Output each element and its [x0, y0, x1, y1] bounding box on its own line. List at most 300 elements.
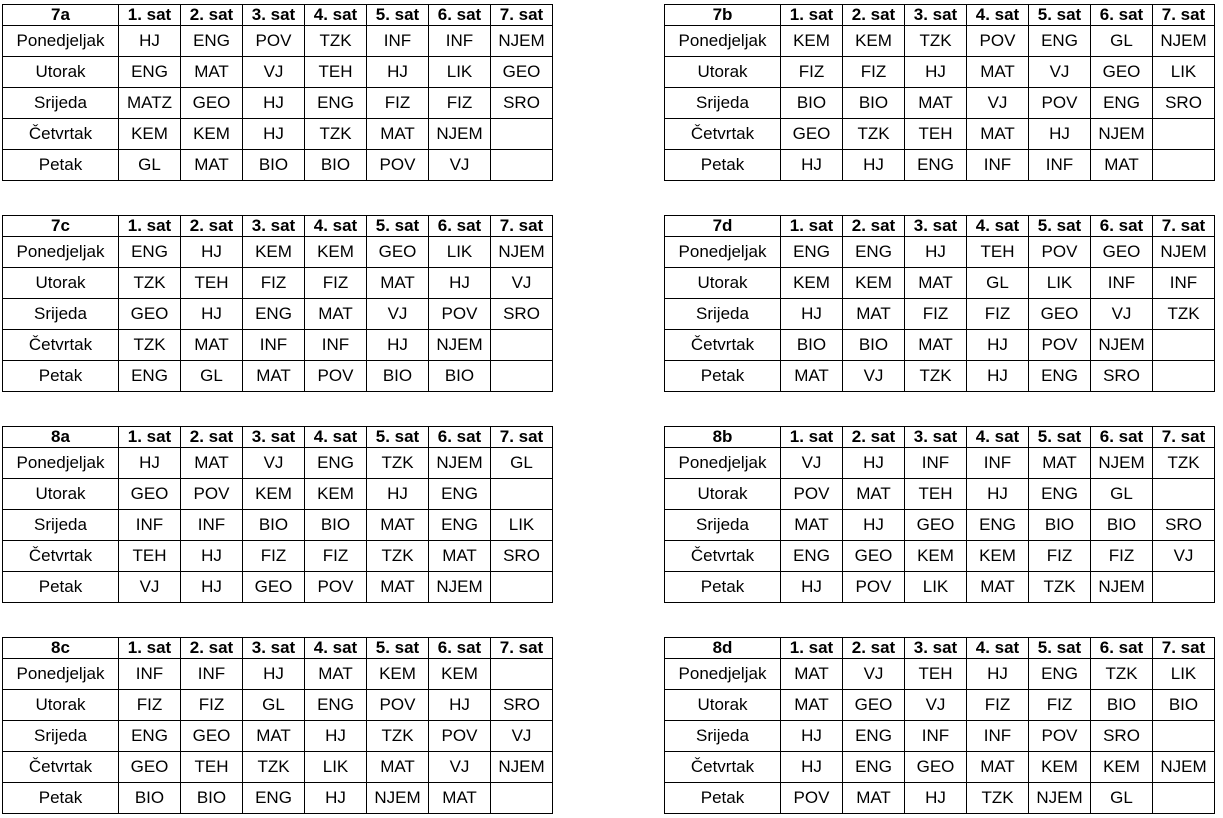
subject-cell: HJ	[243, 88, 305, 119]
table-row	[3, 721, 553, 752]
period-header: 3. sat	[243, 638, 305, 659]
day-label: Petak	[665, 150, 781, 181]
subject-cell: ENG	[843, 721, 905, 752]
subject-cell	[1153, 479, 1215, 510]
subject-cell: NJEM	[367, 783, 429, 814]
subject-cell: HJ	[781, 752, 843, 783]
class-name: 7c	[3, 216, 119, 237]
subject-cell: MAT	[843, 479, 905, 510]
period-header: 2. sat	[843, 427, 905, 448]
subject-cell: VJ	[429, 752, 491, 783]
subject-cell: TZK	[305, 119, 367, 150]
day-label: Ponedjeljak	[665, 237, 781, 268]
table-row	[3, 448, 553, 479]
subject-cell: ENG	[181, 26, 243, 57]
subject-cell: HJ	[305, 783, 367, 814]
timetable-7d	[664, 215, 1215, 392]
table-row	[665, 541, 1215, 572]
subject-cell: GEO	[1091, 57, 1153, 88]
subject-cell: GEO	[119, 479, 181, 510]
day-label: Utorak	[3, 479, 119, 510]
subject-cell: KEM	[181, 119, 243, 150]
subject-cell: HJ	[967, 479, 1029, 510]
subject-cell: ENG	[1029, 26, 1091, 57]
period-header: 6. sat	[429, 5, 491, 26]
timetable-header-row	[3, 5, 553, 26]
subject-cell: SRO	[1091, 721, 1153, 752]
subject-cell: POV	[305, 572, 367, 603]
table-row	[665, 721, 1215, 752]
table-row	[665, 479, 1215, 510]
subject-cell	[1153, 721, 1215, 752]
subject-cell	[491, 330, 553, 361]
subject-cell: FIZ	[967, 299, 1029, 330]
subject-cell: SRO	[1153, 510, 1215, 541]
subject-cell: SRO	[491, 541, 553, 572]
timetable-header-row	[665, 427, 1215, 448]
subject-cell: MAT	[781, 510, 843, 541]
subject-cell: MAT	[367, 268, 429, 299]
subject-cell: INF	[305, 330, 367, 361]
subject-cell: TEH	[181, 268, 243, 299]
table-row	[665, 119, 1215, 150]
table-row	[3, 150, 553, 181]
subject-cell: FIZ	[305, 541, 367, 572]
day-label: Petak	[3, 361, 119, 392]
subject-cell: TEH	[905, 479, 967, 510]
subject-cell: MAT	[181, 448, 243, 479]
subject-cell: FIZ	[119, 690, 181, 721]
subject-cell: MAT	[243, 361, 305, 392]
subject-cell: FIZ	[843, 57, 905, 88]
subject-cell: POV	[367, 150, 429, 181]
subject-cell: INF	[181, 510, 243, 541]
timetable-header-row	[665, 5, 1215, 26]
subject-cell	[1153, 361, 1215, 392]
day-label: Srijeda	[3, 510, 119, 541]
subject-cell: GEO	[181, 88, 243, 119]
table-row	[3, 26, 553, 57]
period-header: 5. sat	[367, 638, 429, 659]
table-row	[665, 690, 1215, 721]
day-label: Četvrtak	[665, 330, 781, 361]
subject-cell: NJEM	[1153, 237, 1215, 268]
period-header: 5. sat	[1029, 5, 1091, 26]
subject-cell: TZK	[1029, 572, 1091, 603]
day-label: Ponedjeljak	[3, 448, 119, 479]
subject-cell: NJEM	[1153, 26, 1215, 57]
subject-cell: TZK	[367, 721, 429, 752]
period-header: 5. sat	[367, 427, 429, 448]
subject-cell: GEO	[491, 57, 553, 88]
subject-cell: MAT	[967, 752, 1029, 783]
table-row	[665, 783, 1215, 814]
subject-cell: TZK	[905, 361, 967, 392]
day-label: Ponedjeljak	[665, 659, 781, 690]
subject-cell: ENG	[905, 150, 967, 181]
subject-cell: KEM	[305, 237, 367, 268]
subject-cell: MAT	[905, 88, 967, 119]
subject-cell: GEO	[119, 752, 181, 783]
subject-cell: GEO	[781, 119, 843, 150]
subject-cell: HJ	[429, 268, 491, 299]
subject-cell: MAT	[367, 510, 429, 541]
subject-cell: MAT	[181, 150, 243, 181]
period-header: 6. sat	[1091, 5, 1153, 26]
subject-cell: MAT	[181, 330, 243, 361]
table-row	[665, 237, 1215, 268]
day-label: Petak	[665, 572, 781, 603]
period-header: 1. sat	[781, 216, 843, 237]
subject-cell: GEO	[843, 541, 905, 572]
subject-cell: ENG	[843, 237, 905, 268]
timetable-7c	[2, 215, 553, 392]
subject-cell: LIK	[429, 57, 491, 88]
subject-cell: HJ	[905, 237, 967, 268]
period-header: 3. sat	[905, 638, 967, 659]
subject-cell: VJ	[243, 448, 305, 479]
subject-cell: GEO	[367, 237, 429, 268]
day-label: Četvrtak	[3, 752, 119, 783]
period-header: 6. sat	[429, 216, 491, 237]
table-row	[3, 237, 553, 268]
subject-cell: TZK	[119, 268, 181, 299]
subject-cell: MAT	[181, 57, 243, 88]
subject-cell: GEO	[905, 510, 967, 541]
subject-cell: GL	[119, 150, 181, 181]
day-label: Četvrtak	[665, 541, 781, 572]
subject-cell: BIO	[1029, 510, 1091, 541]
subject-cell: HJ	[781, 150, 843, 181]
subject-cell: BIO	[181, 783, 243, 814]
table-row	[3, 690, 553, 721]
subject-cell: ENG	[119, 237, 181, 268]
subject-cell: KEM	[967, 541, 1029, 572]
subject-cell: FIZ	[429, 88, 491, 119]
subject-cell: INF	[119, 510, 181, 541]
subject-cell: FIZ	[1029, 541, 1091, 572]
table-row	[665, 268, 1215, 299]
period-header: 6. sat	[429, 427, 491, 448]
subject-cell: POV	[781, 783, 843, 814]
subject-cell: GEO	[243, 572, 305, 603]
period-header: 3. sat	[243, 427, 305, 448]
period-header: 2. sat	[181, 5, 243, 26]
period-header: 3. sat	[243, 216, 305, 237]
subject-cell: TZK	[1091, 659, 1153, 690]
day-label: Petak	[665, 361, 781, 392]
period-header: 4. sat	[967, 638, 1029, 659]
subject-cell: POV	[1029, 237, 1091, 268]
subject-cell: TZK	[305, 26, 367, 57]
period-header: 7. sat	[1153, 5, 1215, 26]
period-header: 3. sat	[243, 5, 305, 26]
subject-cell: HJ	[843, 510, 905, 541]
subject-cell: KEM	[781, 26, 843, 57]
subject-cell: HJ	[781, 572, 843, 603]
subject-cell: KEM	[367, 659, 429, 690]
period-header: 3. sat	[905, 5, 967, 26]
subject-cell: MAT	[843, 783, 905, 814]
subject-cell: LIK	[1153, 57, 1215, 88]
subject-cell: TEH	[967, 237, 1029, 268]
subject-cell: FIZ	[781, 57, 843, 88]
subject-cell: INF	[367, 26, 429, 57]
subject-cell	[1153, 119, 1215, 150]
subject-cell: VJ	[429, 150, 491, 181]
period-header: 2. sat	[843, 638, 905, 659]
subject-cell: HJ	[781, 721, 843, 752]
subject-cell: BIO	[843, 330, 905, 361]
subject-cell: BIO	[781, 88, 843, 119]
period-header: 2. sat	[181, 427, 243, 448]
subject-cell: HJ	[119, 448, 181, 479]
timetable-8a	[2, 426, 553, 603]
subject-cell: LIK	[1153, 659, 1215, 690]
day-label: Ponedjeljak	[3, 26, 119, 57]
table-row	[665, 88, 1215, 119]
subject-cell: TZK	[905, 26, 967, 57]
subject-cell: ENG	[305, 448, 367, 479]
day-label: Petak	[665, 783, 781, 814]
subject-cell: FIZ	[181, 690, 243, 721]
subject-cell: BIO	[243, 510, 305, 541]
subject-cell: POV	[429, 721, 491, 752]
subject-cell: TEH	[119, 541, 181, 572]
subject-cell: HJ	[781, 299, 843, 330]
day-label: Srijeda	[665, 88, 781, 119]
subject-cell: NJEM	[429, 330, 491, 361]
subject-cell: KEM	[243, 237, 305, 268]
period-header: 2. sat	[843, 5, 905, 26]
subject-cell: MAT	[843, 299, 905, 330]
table-row	[665, 448, 1215, 479]
subject-cell: VJ	[243, 57, 305, 88]
subject-cell: INF	[1091, 268, 1153, 299]
subject-cell: ENG	[429, 510, 491, 541]
day-label: Petak	[3, 150, 119, 181]
period-header: 4. sat	[967, 427, 1029, 448]
day-label: Utorak	[665, 690, 781, 721]
subject-cell: INF	[429, 26, 491, 57]
subject-cell: ENG	[243, 783, 305, 814]
period-header: 3. sat	[905, 427, 967, 448]
subject-cell: MAT	[429, 783, 491, 814]
subject-cell: HJ	[243, 119, 305, 150]
subject-cell: POV	[1029, 88, 1091, 119]
period-header: 4. sat	[305, 638, 367, 659]
table-row	[3, 572, 553, 603]
timetable-header-row	[3, 216, 553, 237]
subject-cell: ENG	[781, 237, 843, 268]
day-label: Srijeda	[665, 721, 781, 752]
period-header: 1. sat	[781, 5, 843, 26]
class-name: 7a	[3, 5, 119, 26]
table-row	[665, 330, 1215, 361]
subject-cell: MAT	[429, 541, 491, 572]
period-header: 6. sat	[1091, 216, 1153, 237]
subject-cell: HJ	[843, 448, 905, 479]
subject-cell: BIO	[367, 361, 429, 392]
subject-cell: HJ	[905, 57, 967, 88]
period-header: 4. sat	[305, 427, 367, 448]
subject-cell: HJ	[967, 330, 1029, 361]
subject-cell: KEM	[905, 541, 967, 572]
timetable-8b	[664, 426, 1215, 603]
day-label: Utorak	[665, 268, 781, 299]
subject-cell	[1153, 572, 1215, 603]
subject-cell: TEH	[181, 752, 243, 783]
subject-cell: VJ	[781, 448, 843, 479]
period-header: 7. sat	[491, 427, 553, 448]
subject-cell: HJ	[843, 150, 905, 181]
period-header: 5. sat	[1029, 427, 1091, 448]
timetable-header-row	[3, 427, 553, 448]
subject-cell: ENG	[119, 57, 181, 88]
table-row	[665, 299, 1215, 330]
subject-cell: MAT	[967, 119, 1029, 150]
subject-cell: NJEM	[1091, 448, 1153, 479]
period-header: 7. sat	[1153, 638, 1215, 659]
table-row	[3, 330, 553, 361]
subject-cell: VJ	[843, 659, 905, 690]
subject-cell: HJ	[243, 659, 305, 690]
day-label: Ponedjeljak	[665, 26, 781, 57]
subject-cell: INF	[967, 448, 1029, 479]
period-header: 4. sat	[967, 216, 1029, 237]
subject-cell	[491, 783, 553, 814]
timetable-header-row	[3, 638, 553, 659]
subject-cell: HJ	[367, 57, 429, 88]
period-header: 4. sat	[305, 5, 367, 26]
subject-cell	[491, 119, 553, 150]
subject-cell: POV	[1029, 330, 1091, 361]
day-label: Ponedjeljak	[3, 237, 119, 268]
subject-cell: ENG	[843, 752, 905, 783]
subject-cell: HJ	[367, 330, 429, 361]
subject-cell: HJ	[181, 299, 243, 330]
subject-cell: MAT	[781, 690, 843, 721]
subject-cell: MATZ	[119, 88, 181, 119]
day-label: Četvrtak	[665, 119, 781, 150]
table-row	[665, 510, 1215, 541]
day-label: Četvrtak	[3, 541, 119, 572]
subject-cell: NJEM	[429, 119, 491, 150]
period-header: 1. sat	[781, 427, 843, 448]
subject-cell: VJ	[367, 299, 429, 330]
subject-cell: GEO	[905, 752, 967, 783]
subject-cell: GL	[243, 690, 305, 721]
day-label: Petak	[3, 783, 119, 814]
period-header: 5. sat	[1029, 216, 1091, 237]
subject-cell: NJEM	[491, 752, 553, 783]
table-row	[665, 150, 1215, 181]
period-header: 1. sat	[119, 216, 181, 237]
subject-cell	[1153, 330, 1215, 361]
subject-cell: SRO	[1153, 88, 1215, 119]
period-header: 4. sat	[305, 216, 367, 237]
table-row	[3, 88, 553, 119]
subject-cell: POV	[243, 26, 305, 57]
subject-cell: LIK	[305, 752, 367, 783]
subject-cell: MAT	[967, 57, 1029, 88]
timetable-7b	[664, 4, 1215, 181]
subject-cell: MAT	[905, 268, 967, 299]
table-row	[3, 783, 553, 814]
period-header: 6. sat	[429, 638, 491, 659]
day-label: Utorak	[3, 268, 119, 299]
subject-cell: INF	[119, 659, 181, 690]
subject-cell: VJ	[905, 690, 967, 721]
subject-cell: SRO	[491, 88, 553, 119]
subject-cell: FIZ	[967, 690, 1029, 721]
table-row	[665, 57, 1215, 88]
subject-cell: HJ	[905, 783, 967, 814]
timetable-header-row	[665, 216, 1215, 237]
table-row	[3, 299, 553, 330]
subject-cell	[1153, 150, 1215, 181]
table-row	[3, 119, 553, 150]
timetable-7a	[2, 4, 553, 181]
period-header: 2. sat	[181, 638, 243, 659]
table-row	[3, 659, 553, 690]
subject-cell: TEH	[305, 57, 367, 88]
period-header: 6. sat	[1091, 427, 1153, 448]
table-row	[3, 361, 553, 392]
period-header: 5. sat	[1029, 638, 1091, 659]
subject-cell: GEO	[1029, 299, 1091, 330]
table-row	[3, 479, 553, 510]
subject-cell: TZK	[967, 783, 1029, 814]
subject-cell: INF	[1029, 150, 1091, 181]
subject-cell: MAT	[781, 361, 843, 392]
subject-cell: FIZ	[243, 541, 305, 572]
subject-cell: TZK	[367, 541, 429, 572]
subject-cell: VJ	[1029, 57, 1091, 88]
subject-cell: NJEM	[491, 237, 553, 268]
day-label: Srijeda	[3, 299, 119, 330]
subject-cell: POV	[181, 479, 243, 510]
subject-cell: ENG	[305, 88, 367, 119]
subject-cell: MAT	[967, 572, 1029, 603]
subject-cell: HJ	[181, 541, 243, 572]
subject-cell: BIO	[843, 88, 905, 119]
table-row	[665, 26, 1215, 57]
timetable-8c	[2, 637, 553, 814]
subject-cell: NJEM	[1153, 752, 1215, 783]
subject-cell	[1153, 783, 1215, 814]
period-header: 1. sat	[781, 638, 843, 659]
period-header: 4. sat	[967, 5, 1029, 26]
subject-cell: NJEM	[1091, 572, 1153, 603]
table-row	[3, 541, 553, 572]
subject-cell: NJEM	[429, 448, 491, 479]
subject-cell: ENG	[243, 299, 305, 330]
period-header: 7. sat	[491, 638, 553, 659]
subject-cell: MAT	[905, 330, 967, 361]
subject-cell: TZK	[367, 448, 429, 479]
subject-cell: VJ	[1153, 541, 1215, 572]
subject-cell: POV	[1029, 721, 1091, 752]
day-label: Srijeda	[665, 510, 781, 541]
subject-cell: HJ	[305, 721, 367, 752]
subject-cell: ENG	[1029, 479, 1091, 510]
subject-cell: INF	[181, 659, 243, 690]
subject-cell: HJ	[181, 237, 243, 268]
subject-cell: BIO	[1153, 690, 1215, 721]
table-row	[665, 361, 1215, 392]
subject-cell: TZK	[243, 752, 305, 783]
